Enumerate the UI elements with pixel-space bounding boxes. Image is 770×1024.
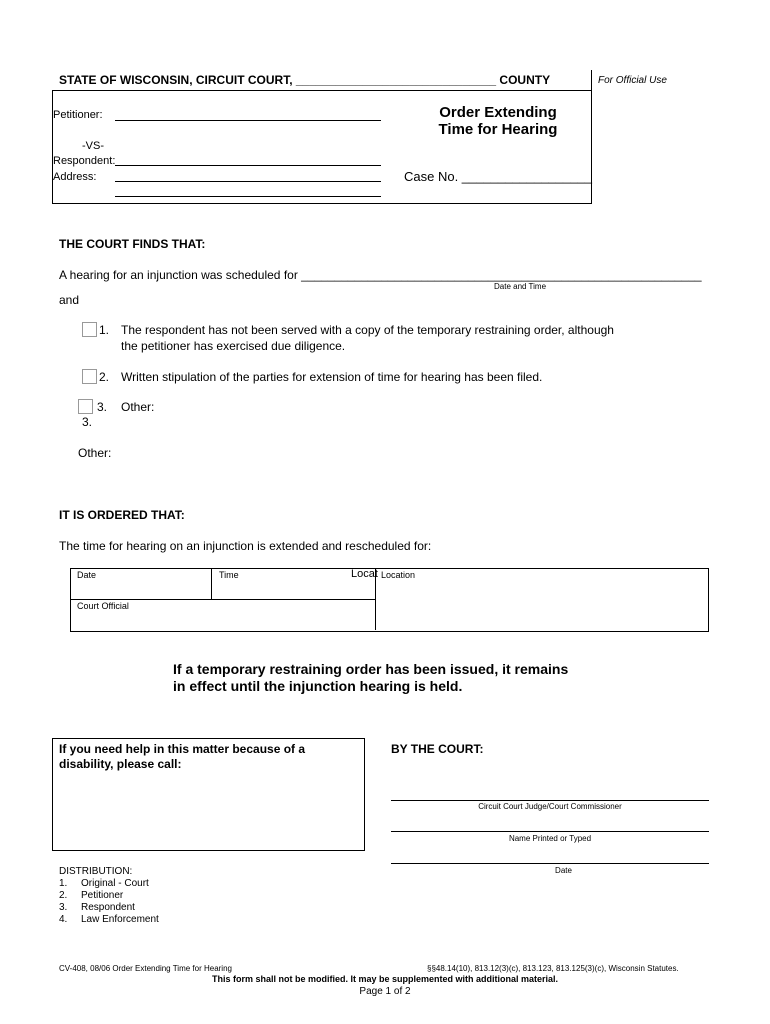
distribution-num-1: 1.	[59, 878, 68, 889]
order-heading: IT IS ORDERED THAT:	[59, 508, 185, 522]
court-official-divider	[70, 599, 375, 600]
form-title-line2: Time for Hearing	[438, 121, 558, 138]
finding-2-checkbox[interactable]	[82, 369, 97, 384]
petitioner-line[interactable]	[115, 120, 381, 121]
other-repeat: Other:	[78, 446, 112, 460]
order-text: The time for hearing on an injunction is extended and rescheduled for:	[59, 539, 432, 553]
judge-signature-line[interactable]	[391, 800, 709, 801]
respondent-label: Respondent:	[53, 155, 116, 167]
petitioner-label: Petitioner:	[53, 109, 103, 121]
distribution-num-4: 4.	[59, 914, 68, 925]
location-label-clipped: Locat	[351, 568, 378, 580]
distribution-num-2: 2.	[59, 890, 68, 901]
disability-help-line1: If you need help in this matter because of a	[59, 742, 306, 756]
vs-label: -VS-	[82, 140, 104, 152]
address-label: Address:	[53, 171, 97, 183]
date-signature-line[interactable]	[391, 863, 709, 864]
by-the-court-label: BY THE COURT:	[391, 742, 484, 756]
distribution-num-3: 3.	[59, 902, 68, 913]
distribution-heading: DISTRIBUTION:	[59, 866, 133, 877]
date-caption: Date	[555, 866, 572, 875]
date-field-label[interactable]: Date	[77, 570, 97, 580]
finding-1-text-cont: the petitioner has exercised due diligence.	[121, 339, 346, 353]
distribution-item-4: Law Enforcement	[81, 914, 159, 925]
finding-2-number: 2.	[99, 370, 110, 384]
respondent-line[interactable]	[115, 165, 381, 166]
disability-help-line2: disability, please call:	[59, 757, 182, 771]
address-line-1[interactable]	[115, 181, 381, 182]
finding-1-text: The respondent has not been served with a copy of the temporary restraining order, although	[121, 323, 614, 337]
address-line-2[interactable]	[115, 196, 381, 197]
finding-3-checkbox[interactable]	[78, 399, 93, 414]
date-time-caption: Date and Time	[494, 282, 547, 291]
finding-1-checkbox[interactable]	[82, 322, 97, 337]
header-bottom-rule	[52, 203, 591, 204]
distribution-item-1: Original - Court	[81, 878, 149, 889]
tro-notice-line2: in effect until the injunction hearing is held.	[173, 678, 463, 694]
court-caption: STATE OF WISCONSIN, CIRCUIT COURT, ______________________________ COUNTY	[59, 73, 551, 87]
time-field-label[interactable]: Time	[219, 570, 239, 580]
finding-3-number-repeat: 3.	[82, 415, 93, 429]
header-left-rule	[52, 90, 53, 204]
judge-caption: Circuit Court Judge/Court Commissioner	[478, 802, 622, 811]
name-printed-caption: Name Printed or Typed	[508, 834, 592, 843]
finding-2-text: Written stipulation of the parties for extension of time for hearing has been filed.	[121, 370, 543, 384]
header-top-rule	[52, 90, 591, 91]
date-time-divider	[211, 568, 212, 599]
distribution-item-3: Respondent	[81, 902, 135, 913]
footer-notice: This form shall not be modified. It may be supplemented with additional material.	[211, 974, 559, 984]
official-use-label: For Official Use	[598, 75, 667, 86]
and-text: and	[59, 293, 80, 307]
footer-statutes: §§48.14(10), 813.12(3)(c), 813.123, 813.125(3)(c), Wisconsin Statutes.	[427, 964, 679, 973]
location-field-label[interactable]: Location	[381, 570, 416, 580]
findings-heading: THE COURT FINDS THAT:	[59, 237, 206, 251]
court-official-field-label[interactable]: Court Official	[77, 601, 129, 611]
tro-notice-line1: If a temporary restraining order has been issued, it remains	[173, 661, 569, 677]
case-number[interactable]: Case No. __________________	[404, 169, 592, 184]
footer-page-number: Page 1 of 2	[359, 986, 411, 997]
footer-form-id: CV-408, 08/06 Order Extending Time for Hearing	[59, 964, 232, 973]
finding-3-number: 3.	[97, 400, 108, 414]
finding-1-number: 1.	[99, 323, 110, 337]
name-printed-line[interactable]	[391, 831, 709, 832]
form-title-line1: Order Extending	[439, 104, 557, 121]
hearing-scheduled-text: A hearing for an injunction was scheduled for ____________________________________________________________	[59, 268, 702, 282]
finding-3-text: Other:	[121, 400, 155, 414]
distribution-item-2: Petitioner	[81, 890, 124, 901]
